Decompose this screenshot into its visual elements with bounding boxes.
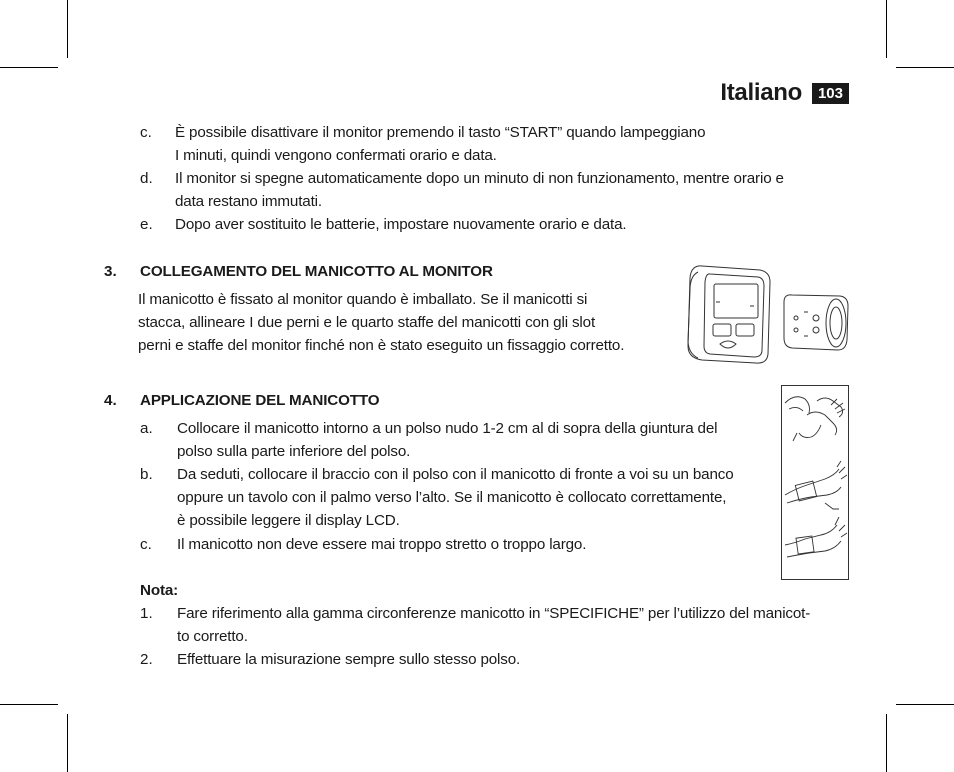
paragraph-line: Il manicotto è fissato al monitor quando è imballato. Se il manicotti si <box>138 291 588 308</box>
list-label: 2. <box>140 651 153 668</box>
list-label: d. <box>140 170 153 187</box>
list-label: c. <box>140 536 152 553</box>
crop-mark <box>896 704 954 705</box>
list-item-text: Fare riferimento alla gamma circonferenze manicotto in “SPECIFICHE” per l’utilizzo del manicot- <box>177 605 811 622</box>
list-item-text: Il manicotto non deve essere mai troppo stretto o troppo largo. <box>177 536 587 553</box>
list-item-text: Il monitor si spegne automaticamente dopo un minuto di non funzionamento, mentre orario e <box>175 170 784 187</box>
list-label: b. <box>140 466 153 483</box>
language-title: Italiano <box>720 79 802 106</box>
section-heading: COLLEGAMENTO DEL MANICOTTO AL MONITOR <box>140 263 493 280</box>
crop-mark <box>886 0 887 58</box>
wrist-cuff-illustration <box>781 385 849 580</box>
list-label: 1. <box>140 605 153 622</box>
crop-mark <box>67 0 68 58</box>
section-number: 4. <box>104 392 117 409</box>
crop-mark <box>896 67 954 68</box>
crop-mark <box>886 714 887 772</box>
list-item-text: Da seduti, collocare il braccio con il polso con il manicotto di fronte a voi su un banco <box>177 466 734 483</box>
list-item-text: Effettuare la misurazione sempre sullo stesso polso. <box>177 651 521 668</box>
section-number: 3. <box>104 263 117 280</box>
list-label: a. <box>140 420 153 437</box>
page-number: 103 <box>812 83 849 104</box>
paragraph-line: perni e staffe del monitor finché non è stato eseguito un fissaggio corretto. <box>138 337 625 354</box>
list-item-text: Collocare il manicotto intorno a un polso nudo 1-2 cm al di sopra della giuntura del <box>177 420 718 437</box>
list-item-text: to corretto. <box>177 628 248 645</box>
page-header <box>720 79 849 107</box>
list-item-text: è possibile leggere il display LCD. <box>177 512 400 529</box>
list-label: c. <box>140 124 152 141</box>
list-item-text: I minuti, quindi vengono confermati orario e data. <box>175 147 497 164</box>
monitor-cuff-illustration <box>684 262 856 368</box>
list-label: e. <box>140 216 153 233</box>
list-item-text: Dopo aver sostituito le batterie, impostare nuovamente orario e data. <box>175 216 627 233</box>
crop-mark <box>0 704 58 705</box>
paragraph-line: stacca, allineare I due perni e le quarto staffe del manicotti con gli slot <box>138 314 596 331</box>
crop-mark <box>0 67 58 68</box>
list-item-text: polso sulla parte inferiore del polso. <box>177 443 411 460</box>
list-item-text: È possibile disattivare il monitor premendo il tasto “START” quando lampeggiano <box>175 124 706 141</box>
crop-mark <box>67 714 68 772</box>
section-heading: APPLICAZIONE DEL MANICOTTO <box>140 392 380 409</box>
note-heading: Nota: <box>140 582 179 599</box>
list-item-text: data restano immutati. <box>175 193 322 210</box>
list-item-text: oppure un tavolo con il palmo verso l’alto. Se il manicotto è collocato correttamente, <box>177 489 727 506</box>
